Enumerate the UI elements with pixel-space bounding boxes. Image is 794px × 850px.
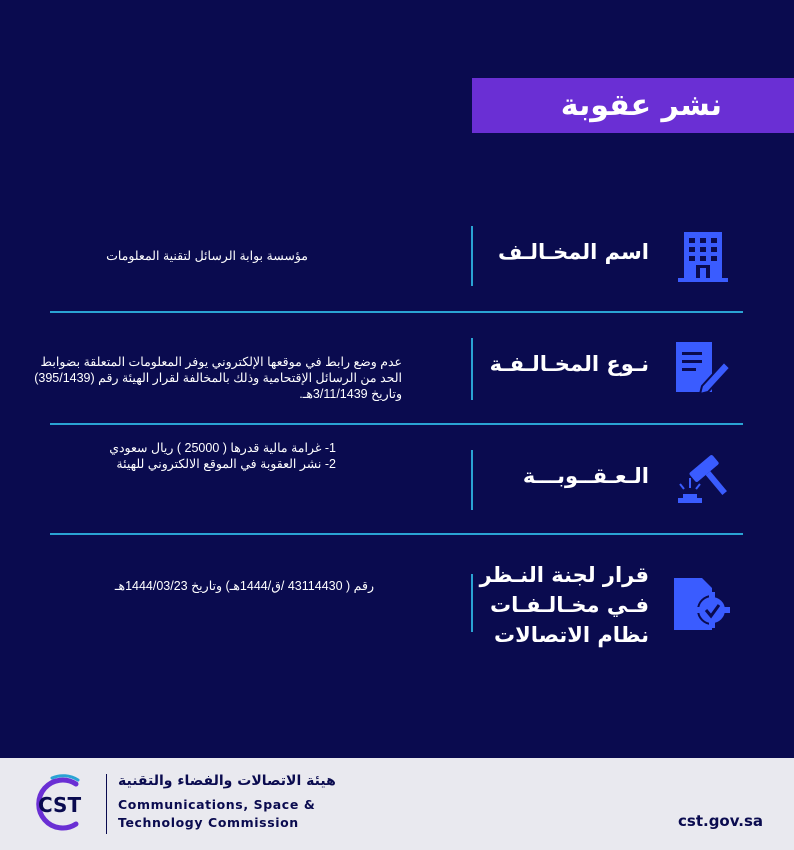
value-line: وتاريخ 3/11/1439هـ.	[299, 387, 402, 401]
value-line: الحد من الرسائل الإقتحامية وذلك بالمخالفة لقرار الهيئة رقم (395/1439)	[34, 371, 402, 385]
committee-decision-label	[480, 560, 649, 650]
label-line: قرار لجنة النـظر	[479, 563, 649, 587]
org-name-ar: هيئة الاتصالات والفضاء والتقنية	[118, 773, 336, 789]
penalty-label: الـعـقــوبـــة	[522, 464, 649, 488]
certificate-badge-icon	[672, 576, 732, 638]
row-separator	[50, 311, 743, 313]
row-divider-vertical	[471, 226, 473, 286]
title-banner	[472, 78, 794, 133]
svg-text:CST: CST	[38, 793, 82, 817]
org-name-en-line2: Technology Commission	[118, 815, 299, 830]
value-line: 2- نشر العقوبة في الموقع الالكتروني للهيئة	[116, 457, 336, 471]
committee-decision-value	[14, 578, 374, 594]
cst-logo	[32, 774, 96, 838]
row-divider-vertical	[471, 450, 473, 510]
value-line: مؤسسة بوابة الرسائل لتقنية المعلومات	[106, 249, 308, 263]
violation-type-value	[22, 354, 402, 402]
value-line: رقم ( 43114430 /ق/1444هـ) وتاريخ 1444/03/23هـ	[114, 579, 374, 593]
building-icon	[676, 230, 730, 288]
label-line: فـي مخـالـفـات	[489, 593, 649, 617]
footer-divider	[106, 774, 107, 834]
row-separator	[50, 533, 743, 535]
violator-name-label: اسم المخـالـف	[497, 240, 649, 264]
value-line: عدم وضع رابط في موقعها الإلكتروني يوفر المعلومات المتعلقة بضوابط	[40, 355, 402, 369]
footer	[0, 758, 794, 850]
document-edit-icon	[674, 340, 732, 400]
row-divider-vertical	[471, 338, 473, 400]
row-separator	[50, 423, 743, 425]
penalty-value	[6, 440, 336, 472]
label-line: نظام الاتصالات	[494, 623, 649, 647]
page-title: نشر عقوبة	[560, 88, 722, 123]
row-divider-vertical	[471, 574, 473, 632]
value-line: 1- غرامة مالية قدرها ( 25000 ) ريال سعودي	[109, 441, 336, 455]
violator-name-value	[8, 248, 308, 264]
website-link[interactable]: cst.gov.sa	[678, 812, 764, 830]
violation-type-label: نـوع المخـالـفـة	[489, 352, 649, 376]
org-name-en-line1: Communications, Space &	[118, 797, 316, 812]
gavel-icon	[674, 450, 732, 512]
